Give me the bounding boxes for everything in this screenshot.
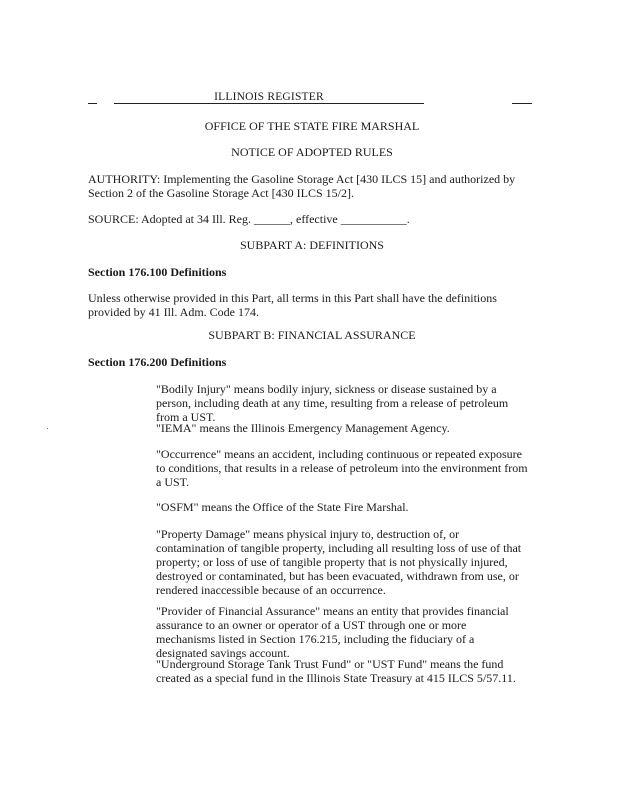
agency-name: OFFICE OF THE STATE FIRE MARSHAL: [204, 119, 420, 133]
section-176-100-heading: Section 176.100 Definitions: [88, 265, 227, 279]
definition-bodily-injury: "Bodily Injury" means bodily injury, sickness or disease sustained by a person, including death at any time, resulting from a release of petroleum from a UST.: [156, 382, 509, 424]
header-rule-left: [88, 103, 97, 104]
section-176-200-heading: Section 176.200 Definitions: [88, 355, 227, 369]
definition-ust-fund: "Underground Storage Tank Trust Fund" or "UST Fund" means the fund created as a special fund in the Illinois State Treasury at 415 ILCS 5/57.11.: [156, 657, 516, 685]
notice-title: NOTICE OF ADOPTED RULES: [231, 145, 393, 159]
subpart-a-title: SUBPART A: DEFINITIONS: [240, 238, 384, 252]
subpart-b-title: SUBPART B: FINANCIAL ASSURANCE: [208, 328, 416, 342]
definition-osfm: "OSFM" means the Office of the State Fire Marshal.: [156, 500, 409, 514]
definition-property-damage: "Property Damage" means physical injury to, destruction of, or contamination of tangible property, including all resulting loss of use of that property; or loss of use of tangible property that is not physically injured, destroyed or contaminated, but has been evacuated, withdrawn from use, or rendered inaccessible because of an occurrence.: [156, 527, 522, 597]
definition-iema: "IEMA" means the Illinois Emergency Management Agency.: [156, 421, 450, 435]
header-rule-right: [512, 103, 532, 104]
definition-occurrence: "Occurrence" means an accident, including continuous or repeated exposure to conditions, that results in a release of petroleum into the environment from a UST.: [156, 447, 528, 489]
register-title: ILLINOIS REGISTER: [214, 91, 324, 103]
source-note: SOURCE: Adopted at 34 Ill. Reg. ______, effective ___________.: [88, 212, 410, 226]
authority-note: AUTHORITY: Implementing the Gasoline Storage Act [430 ILCS 15] and authorized by Section 2 of the Gasoline Storage Act [430 ILCS 15/2].: [88, 172, 516, 200]
scan-speck: [47, 428, 48, 429]
section-176-100-body: Unless otherwise provided in this Part, all terms in this Part shall have the definitions provided by 41 Ill. Adm. Code 174.: [88, 291, 497, 319]
definition-provider-financial-assurance: "Provider of Financial Assurance" means an entity that provides financial assurance to an owner or operator of a UST through one or more mechanisms listed in Section 176.215, including the fiduciary of a designated savings account.: [156, 604, 509, 660]
